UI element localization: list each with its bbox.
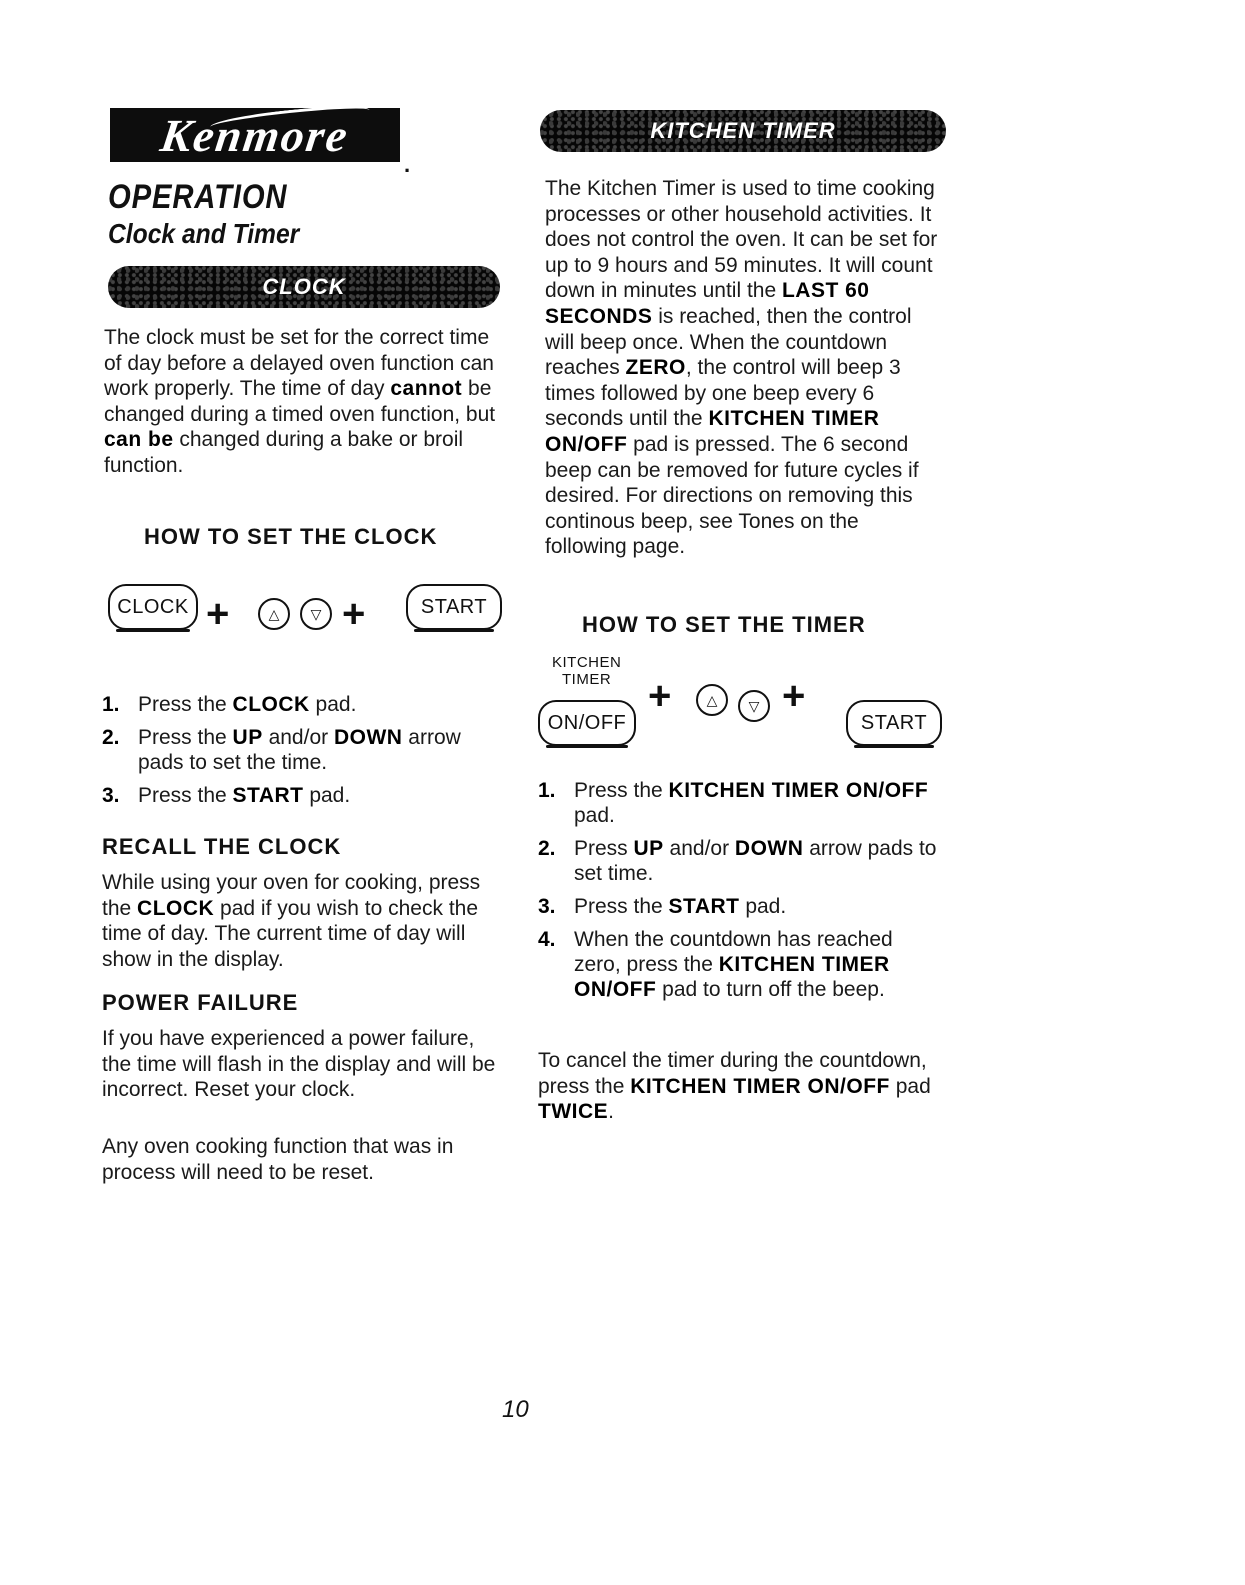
kitchen-timer-label: KITCHEN TIMER (552, 654, 622, 688)
cancel-timer-text: To cancel the timer during the countdown, press the KITCHEN TIMER ON/OFF pad TWICE. (538, 1049, 931, 1124)
up-arrow-icon: △ (696, 684, 728, 716)
page-title: OPERATION (108, 178, 288, 216)
list-item: 2. Press the UP and/or DOWN arrow pads to set the time. (102, 726, 461, 774)
power-failure-reset-text: Any oven cooking function that was in process will need to be reset. (102, 1135, 454, 1184)
timer-intro: The Kitchen Timer is used to time cooking processes or other household activities. It does not control the oven. It can be set for up to 9 hours and 59 minutes. It will count down in minutes until the LAST 60 SECONDS is reached, then the control will beep once. When the countdown reaches ZERO, the control will beep 3 times followed by one beep every 6 seconds until the KITCHEN TIMER ON/OFF pad is pressed. The 6 second beep can be removed for future cycles if desired. For directions on removing this continous beep, see Tones on the following page. (545, 177, 938, 559)
page-number: 10 (502, 1396, 529, 1423)
power-failure-text: If you have experienced a power failure, the time will flash in the display and will be incorrect. Reset your clock. (102, 1027, 496, 1102)
how-to-set-timer-heading: HOW TO SET THE TIMER (582, 612, 866, 637)
clock-banner (108, 266, 500, 308)
page-subtitle: Clock and Timer (108, 218, 300, 249)
plus-icon: + (342, 592, 366, 636)
recall-clock-heading: RECALL THE CLOCK (102, 834, 342, 859)
kenmore-logo (110, 108, 400, 162)
clock-steps-list (102, 692, 502, 816)
brand-name: Kenmore (157, 109, 353, 161)
kitchen-timer-banner-label: KITCHEN TIMER (650, 118, 836, 143)
logo-dot: . (404, 152, 411, 177)
timer-steps-list (538, 778, 943, 1010)
how-to-set-clock-heading: HOW TO SET THE CLOCK (144, 524, 438, 549)
clock-banner-label: CLOCK (262, 274, 346, 299)
power-failure-heading: POWER FAILURE (102, 990, 299, 1015)
plus-icon: + (206, 592, 230, 636)
list-item: 4. When the countdown has reached zero, press the KITCHEN TIMER ON/OFF pad to turn off the beep. (538, 928, 893, 1001)
list-item: 2. Press UP and/or DOWN arrow pads to set time. (538, 837, 937, 885)
clock-pad: CLOCK (108, 584, 198, 630)
plus-icon: + (782, 674, 806, 718)
start-pad: START (846, 700, 942, 746)
list-item: 3. Press the START pad. (538, 895, 787, 918)
plus-icon: + (648, 674, 672, 718)
recall-text: While using your oven for cooking, press the CLOCK pad if you wish to check the time of day. The current time of day will show in the display. (102, 871, 481, 971)
down-arrow-icon: ▽ (300, 598, 332, 630)
start-pad: START (406, 584, 502, 630)
up-arrow-icon: △ (258, 598, 290, 630)
list-item: 3. Press the START pad. (102, 784, 351, 807)
kitchen-timer-banner (540, 110, 946, 152)
list-item: 1. Press the KITCHEN TIMER ON/OFF pad. (538, 779, 929, 827)
list-item: 1. Press the CLOCK pad. (102, 693, 357, 716)
down-arrow-icon: ▽ (738, 690, 770, 722)
onoff-pad: ON/OFF (538, 700, 636, 746)
clock-intro: The clock must be set for the correct time of day before a delayed oven function can work properly. The time of day cannot be changed during a timed oven function, but can be changed during a bake or broil function. (104, 326, 496, 477)
